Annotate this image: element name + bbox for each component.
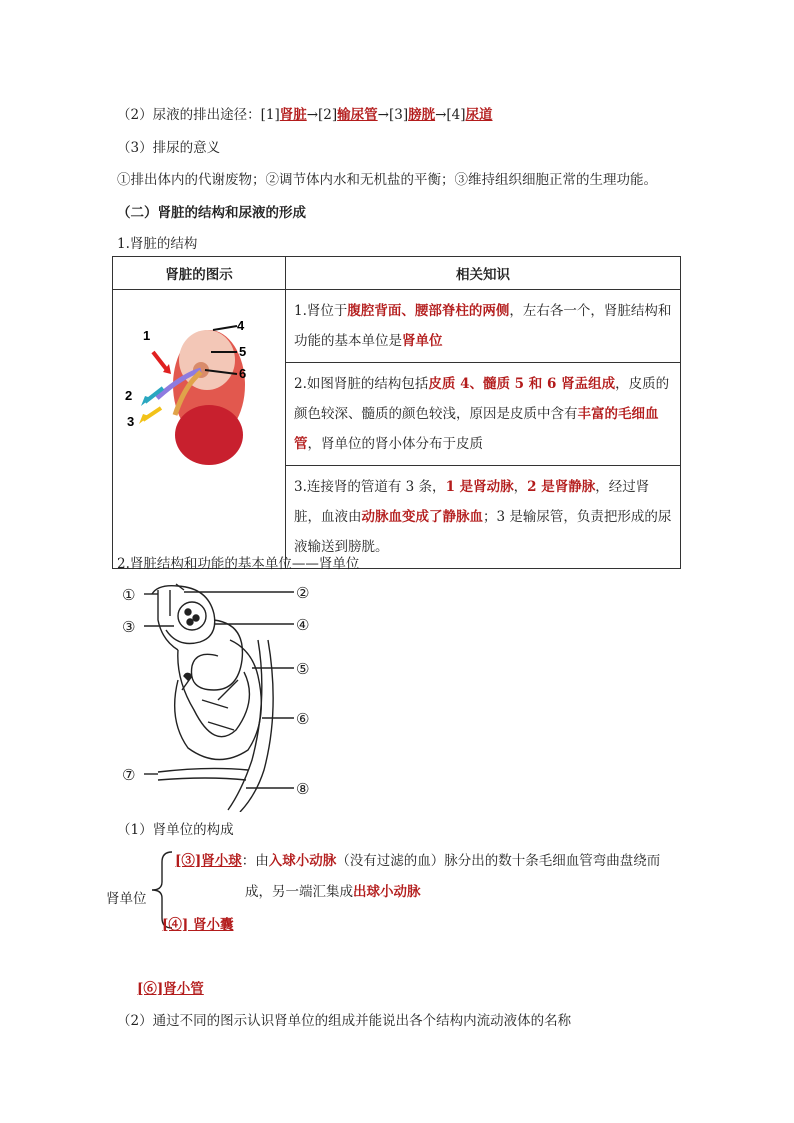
organ-kidney: 肾脏 <box>279 107 307 123</box>
item1-text-1: ：由 <box>241 853 269 869</box>
row3-highlight-1: 1 是肾动脉 <box>445 479 514 495</box>
pointer-4 <box>213 326 237 330</box>
diagram-label-6: 6 <box>239 366 247 381</box>
tubule-loop-1 <box>191 620 242 690</box>
kidney-cortex <box>179 330 235 390</box>
nephron-diagram <box>118 580 318 812</box>
glom-dot <box>187 619 193 625</box>
kidney-diagram <box>113 300 283 554</box>
meaning-body: ①排出体内的代谢废物；②调节体内水和无机盐的平衡；③维持组织细胞正常的生理功能。 <box>117 172 657 188</box>
nephron-label-6: ⑥ <box>296 710 310 728</box>
row2-text-3: ，肾单位的肾小体分布于皮质 <box>307 436 483 452</box>
kidney-structure-title: 1.肾脏的结构 <box>117 236 198 252</box>
diagram-label-4: 4 <box>237 318 245 333</box>
last-line: （2）通过不同的图示认识肾单位的组成并能说出各个结构内流动液体的名称 <box>117 1013 572 1029</box>
nephron-label-8: ⑧ <box>296 780 310 798</box>
nephron-title: 2.肾脏结构和功能的基本单位——肾单位 <box>117 556 360 572</box>
organ-num-1: [1] <box>260 107 280 123</box>
kidney-diagram-cell <box>113 290 286 569</box>
row1-text-2: ，左右各一个，肾脏结构和功能的基本单位是 <box>294 303 672 349</box>
tubule-label: [⑥]肾小管 <box>137 981 204 997</box>
organ-num-4: [4] <box>446 107 466 123</box>
nephron-label-3: ③ <box>122 618 136 636</box>
glomerulus <box>178 602 206 630</box>
diagram-label-3: 3 <box>127 414 135 429</box>
macula <box>184 673 191 680</box>
afferent-term: 入球小动脉 <box>268 853 337 869</box>
row3-text-3: ，经过肾脏，血液由 <box>294 479 650 525</box>
excretion-prefix: （2）尿液的排出途径： <box>117 107 261 123</box>
organ-urethra: 尿道 <box>465 107 493 123</box>
diagram-label-2: 2 <box>125 388 133 403</box>
glom-dot <box>185 609 191 615</box>
diagram-label-1: 1 <box>143 328 151 343</box>
composition-item-1 <box>175 849 660 869</box>
meaning-heading: （3）排尿的意义 <box>117 140 221 156</box>
composition-heading: （1）肾单位的构成 <box>117 822 234 838</box>
glom-dot <box>193 615 199 621</box>
composition-root: 肾单位 <box>106 891 147 907</box>
table-header-diagram: 肾脏的图示 <box>113 257 286 290</box>
section-title: （二）肾脏的结构和尿液的形成 <box>117 205 306 221</box>
kidney-lower <box>175 405 243 465</box>
row1-text-1: 1.肾位于 <box>294 303 348 319</box>
table-header-knowledge: 相关知识 <box>286 257 681 290</box>
organ-ureter: 输尿管 <box>337 107 378 123</box>
arrow-3: → <box>435 107 447 123</box>
loop-base-bottom <box>158 778 246 780</box>
afferent-arteriole <box>158 590 178 650</box>
row3-text-2: ， <box>513 479 528 495</box>
efferent-term: 出球小动脉 <box>353 884 421 900</box>
row1-highlight-2: 肾单位 <box>402 333 443 349</box>
collecting-duct-left <box>228 640 262 810</box>
row3-text-4: ；3 是输尿管，负责把形成的尿液输送到膀胱。 <box>294 509 672 555</box>
row2-text-1: 2.如图肾脏的结构包括 <box>294 376 429 392</box>
arrow-artery <box>153 352 167 370</box>
knowledge-row-1 <box>286 290 681 363</box>
organ-num-3: [3] <box>388 107 409 123</box>
nephron-label-5: ⑤ <box>296 660 310 678</box>
row3-text-1: 3.连接肾的管道有 3 条， <box>294 479 446 495</box>
knowledge-row-2 <box>286 363 681 466</box>
nephron-label-2: ② <box>296 584 310 602</box>
nephron-label-7: ⑦ <box>122 766 136 784</box>
capsule-label: [④] 肾小囊 <box>162 917 234 933</box>
item1-text-2: （没有过滤的血）脉分出的数十条毛细血管弯曲盘绕而 <box>336 853 661 869</box>
row2-text-2: ，皮质的颜色较深、髓质的颜色较浅，原因是皮质中含有 <box>294 376 670 422</box>
organ-num-2: [2] <box>318 107 338 123</box>
item1-text-3: 成，另一端汇集成 <box>245 884 353 900</box>
row2-highlight-2: 丰富的毛细血管 <box>294 406 659 452</box>
row3-highlight-3: 动脉血变成了静脉血 <box>361 509 483 525</box>
glomerulus-label: [③]肾小球 <box>175 853 242 869</box>
excretion-path-line <box>117 103 493 123</box>
arrow-2: → <box>377 107 389 123</box>
diagram-label-5: 5 <box>239 344 247 359</box>
row2-highlight-1: 皮质 4、髓质 5 和 6 肾盂组成 <box>428 376 616 392</box>
composition-item-1-cont <box>245 880 421 900</box>
arrow-1: → <box>306 107 319 123</box>
nephron-label-1: ① <box>122 586 136 604</box>
nephron-label-4: ④ <box>296 616 310 634</box>
row1-highlight-1: 腹腔背面、腰部脊柱的两侧 <box>347 303 510 319</box>
organ-bladder: 膀胱 <box>408 107 436 123</box>
loop-base-top <box>158 768 248 772</box>
table-header-row <box>113 257 681 290</box>
row3-highlight-2: 2 是肾静脉 <box>527 479 596 495</box>
kidney-knowledge-table <box>112 256 681 569</box>
table-row <box>113 290 681 363</box>
collecting-duct-right <box>240 640 273 812</box>
